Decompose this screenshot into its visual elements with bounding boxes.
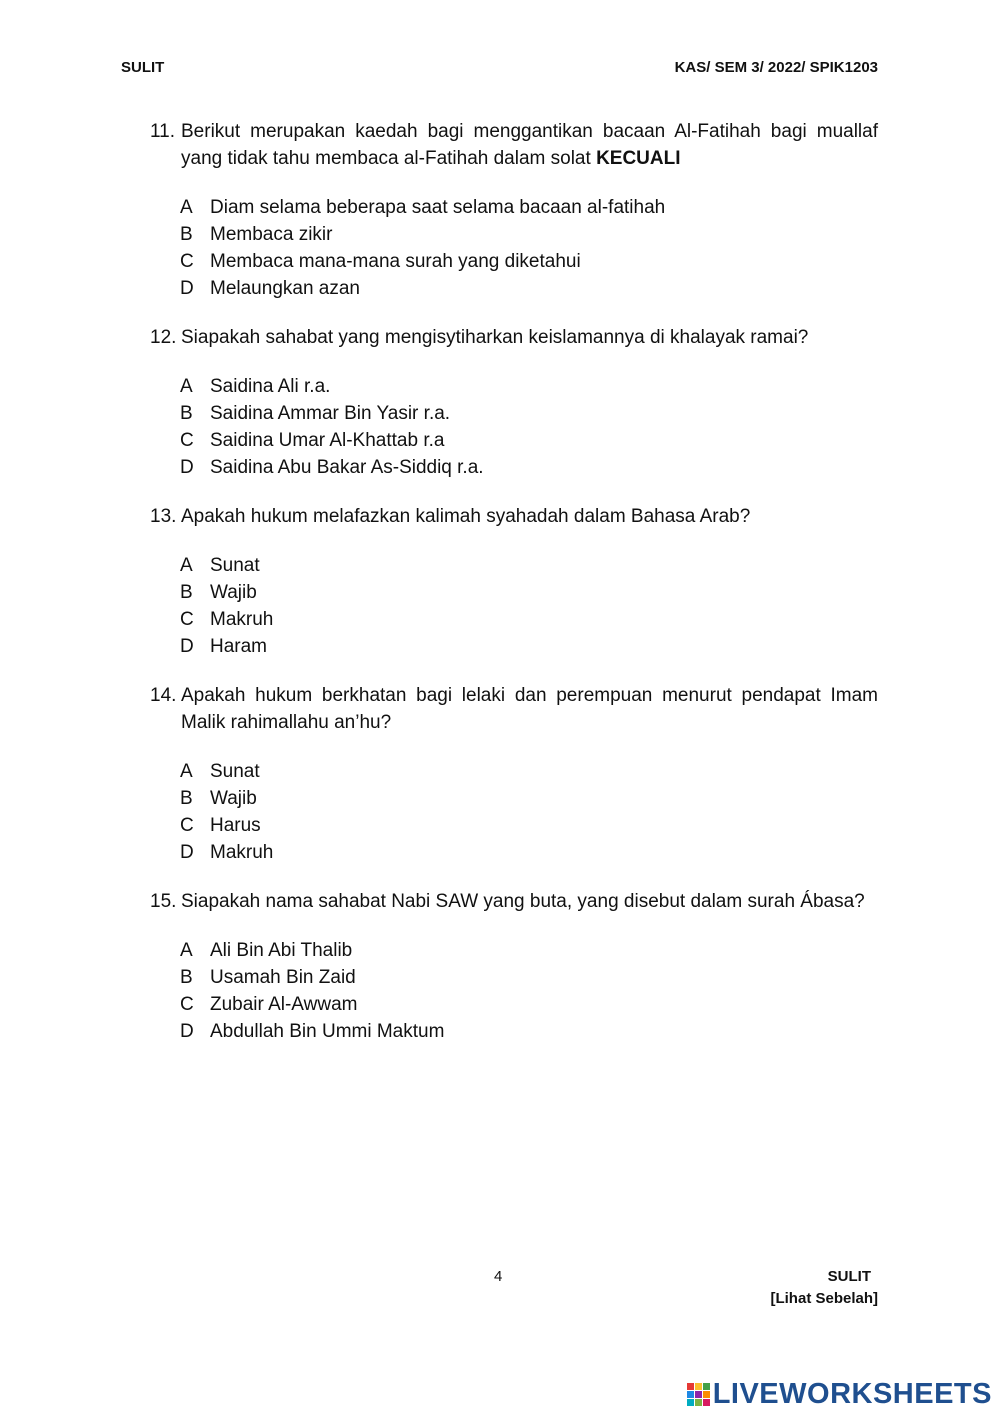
option-item[interactable] (180, 839, 878, 866)
question-text: Siapakah sahabat yang mengisytiharkan keislamannya di khalayak ramai? (181, 327, 809, 348)
option-item[interactable] (180, 606, 878, 633)
option-text: Makruh (210, 609, 274, 630)
logo-square (703, 1383, 710, 1390)
option-text: Abdullah Bin Ummi Maktum (210, 1021, 445, 1042)
option-item[interactable] (180, 579, 878, 606)
option-letter: D (180, 457, 194, 478)
option-item[interactable] (180, 221, 878, 248)
question-number: 14. (150, 685, 177, 706)
option-letter: C (180, 994, 194, 1015)
option-item[interactable] (180, 427, 878, 454)
option-item[interactable] (180, 248, 878, 275)
header-left: SULIT (121, 59, 165, 76)
option-text: Usamah Bin Zaid (210, 967, 356, 988)
question-text (181, 118, 878, 172)
option-list (180, 937, 878, 1045)
option-letter: D (180, 278, 194, 299)
option-text: Zubair Al-Awwam (210, 994, 358, 1015)
footer-next-page: [Lihat Sebelah] (770, 1290, 878, 1307)
question-number: 11. (150, 121, 176, 142)
option-text: Membaca zikir (210, 224, 333, 245)
option-list (180, 194, 878, 302)
option-letter: A (180, 555, 193, 576)
option-text: Haram (210, 636, 268, 657)
option-letter: A (180, 940, 193, 961)
option-text: Wajib (210, 788, 257, 809)
option-letter: C (180, 251, 194, 272)
option-text: Membaca mana-mana surah yang diketahui (210, 251, 581, 272)
option-letter: B (180, 967, 193, 988)
option-item[interactable] (180, 812, 878, 839)
option-text: Saidina Ammar Bin Yasir r.a. (210, 403, 451, 424)
footer-sulit: SULIT (827, 1268, 871, 1285)
question-13 (150, 503, 878, 530)
question-number: 13. (150, 506, 177, 527)
option-text: Harus (210, 815, 261, 836)
logo-square (687, 1391, 694, 1398)
option-item[interactable] (180, 991, 878, 1018)
liveworksheets-watermark[interactable] (687, 1378, 992, 1411)
watermark-text: LIVEWORKSHEETS (712, 1378, 992, 1410)
question-15 (150, 888, 878, 915)
option-letter: A (180, 761, 193, 782)
option-list (180, 758, 878, 866)
option-letter: D (180, 636, 194, 657)
option-text: Saidina Ali r.a. (210, 376, 331, 397)
option-item[interactable] (180, 454, 878, 481)
option-letter: B (180, 788, 193, 809)
option-text: Sunat (210, 555, 260, 576)
logo-square (703, 1391, 710, 1398)
option-item[interactable] (180, 633, 878, 660)
option-item[interactable] (180, 194, 878, 221)
question-body: Berikut merupakan kaedah bagi menggantikan bacaan Al-Fatihah bagi muallaf yang tidak tahu membaca al-Fatihah dalam solat (181, 121, 878, 169)
option-item[interactable] (180, 758, 878, 785)
option-letter: B (180, 582, 193, 603)
question-number: 15. (150, 891, 177, 912)
option-letter: B (180, 403, 193, 424)
question-11 (150, 118, 878, 172)
logo-square (687, 1399, 694, 1406)
option-letter: C (180, 609, 194, 630)
header-code: KAS/ SEM 3/ 2022/ SPIK1203 (674, 59, 878, 76)
option-item[interactable] (180, 373, 878, 400)
option-item[interactable] (180, 937, 878, 964)
option-item[interactable] (180, 1018, 878, 1045)
option-letter: C (180, 815, 194, 836)
option-letter: A (180, 197, 193, 218)
option-text: Ali Bin Abi Thalib (210, 940, 353, 961)
option-item[interactable] (180, 964, 878, 991)
question-14 (150, 682, 878, 736)
option-letter: D (180, 842, 194, 863)
option-text: Saidina Abu Bakar As-Siddiq r.a. (210, 457, 484, 478)
option-text: Saidina Umar Al-Khattab r.a (210, 430, 445, 451)
option-item[interactable] (180, 400, 878, 427)
option-letter: A (180, 376, 193, 397)
option-list (180, 373, 878, 481)
option-item[interactable] (180, 552, 878, 579)
option-letter: C (180, 430, 194, 451)
question-text: Siapakah nama sahabat Nabi SAW yang buta, yang disebut dalam surah Ábasa? (181, 891, 865, 912)
page-number: 4 (494, 1268, 503, 1285)
question-12 (150, 324, 878, 351)
question-list (150, 118, 878, 1067)
question-number: 12. (150, 327, 177, 348)
option-letter: B (180, 224, 193, 245)
option-list (180, 552, 878, 660)
option-text: Diam selama beberapa saat selama bacaan al-fatihah (210, 197, 666, 218)
option-text: Sunat (210, 761, 260, 782)
logo-square (695, 1383, 702, 1390)
option-item[interactable] (180, 785, 878, 812)
logo-square (695, 1399, 702, 1406)
option-text: Melaungkan azan (210, 278, 360, 299)
option-text: Wajib (210, 582, 257, 603)
question-emphasis: KECUALI (596, 148, 681, 169)
logo-square (703, 1399, 710, 1406)
question-text: Apakah hukum berkhatan bagi lelaki dan perempuan menurut pendapat Imam Malik rahimallahu an’hu? (181, 685, 878, 733)
option-item[interactable] (180, 275, 878, 302)
option-letter: D (180, 1021, 194, 1042)
question-text: Apakah hukum melafazkan kalimah syahadah dalam Bahasa Arab? (181, 506, 751, 527)
logo-square (695, 1391, 702, 1398)
option-text: Makruh (210, 842, 274, 863)
liveworksheets-logo-icon (687, 1383, 710, 1406)
logo-square (687, 1383, 694, 1390)
